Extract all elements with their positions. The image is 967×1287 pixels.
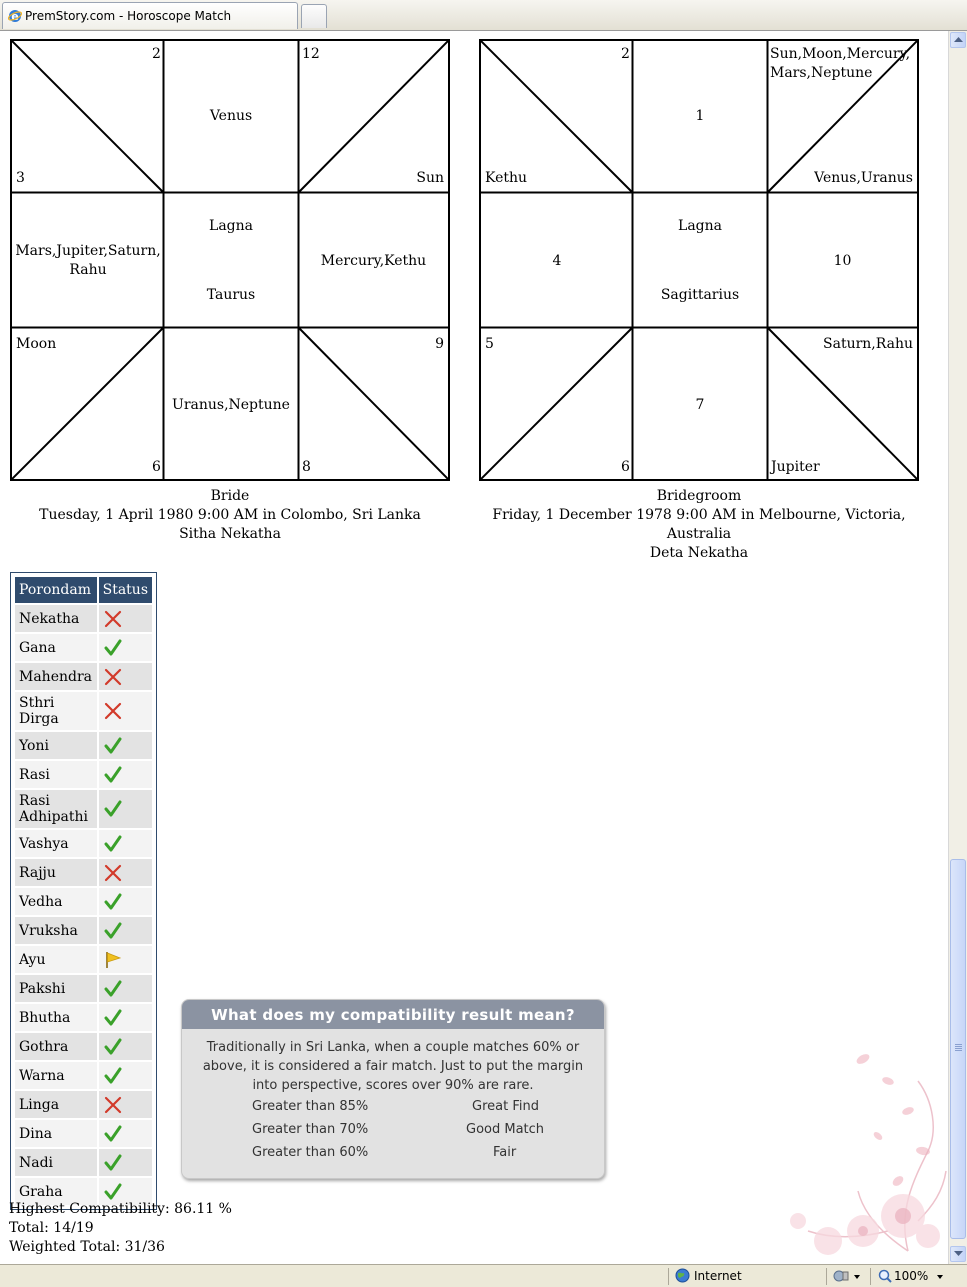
page-viewport [0, 31, 948, 1264]
house-top-right-a: 12 [302, 46, 320, 62]
porondam-status [99, 1062, 152, 1089]
total-score: Total: 14/19 [9, 1220, 94, 1236]
house-mid-right: 10 [833, 253, 852, 269]
status-column-header: Status [99, 577, 152, 603]
house-bottom-mid: Uranus,Neptune [172, 397, 290, 413]
zoom-level[interactable]: 100% [894, 1269, 929, 1283]
house-top-left-a: 2 [152, 46, 161, 62]
table-row [15, 888, 152, 915]
info-box-title: What does my compatibility result mean? [182, 1000, 604, 1029]
house-bottom-mid: 7 [695, 397, 705, 413]
internet-explorer-icon [8, 9, 22, 23]
house-top-right-b: Sun [416, 170, 444, 186]
table-row [15, 1120, 152, 1147]
range-threshold: Greater than 70% [252, 1122, 369, 1137]
table-row [15, 634, 152, 661]
check-icon [103, 1153, 123, 1173]
porondam-status [99, 1033, 152, 1060]
porondam-status [99, 917, 152, 944]
table-row [15, 946, 152, 973]
check-icon [103, 1066, 123, 1086]
zoom-dropdown-icon[interactable] [937, 1275, 943, 1279]
bride-caption [10, 487, 450, 544]
porondam-status [99, 1004, 152, 1031]
cross-icon [103, 701, 123, 721]
table-row [15, 830, 152, 857]
porondam-table [10, 572, 157, 1210]
porondam-name: Mahendra [15, 663, 97, 690]
table-row [15, 761, 152, 788]
porondam-status [99, 1149, 152, 1176]
porondam-header-row [15, 577, 152, 603]
house-top-left-b: Kethu [485, 170, 528, 186]
cross-icon [103, 667, 123, 687]
porondam-name: Yoni [15, 732, 97, 759]
house-top-mid: Venus [209, 108, 253, 124]
table-row [15, 1062, 152, 1089]
center-lagna-label: Lagna [678, 218, 722, 234]
range-threshold: Greater than 85% [252, 1099, 369, 1114]
info-box-text: Traditionally in Sri Lanka, when a couple matches 60% or above, it is considered a fair match. Just to put the margin into perspective, scores over 90% are rare. [202, 1040, 584, 1093]
porondam-name: Rasi [15, 761, 97, 788]
porondam-status [99, 975, 152, 1002]
porondam-status [99, 663, 152, 690]
check-icon [103, 921, 123, 941]
compatibility-info-box [181, 999, 605, 1179]
scroll-up-arrow-icon [954, 37, 963, 43]
porondam-name: Gothra [15, 1033, 97, 1060]
house-bottom-right-a: Saturn,Rahu [823, 336, 913, 352]
weighted-total-score: Weighted Total: 31/36 [9, 1239, 165, 1255]
table-row [15, 790, 152, 828]
house-bottom-left-b: 6 [621, 459, 630, 475]
decorative-flower-image [768, 1041, 948, 1263]
porondam-name: Warna [15, 1062, 97, 1089]
house-top-mid: 1 [695, 108, 705, 124]
protected-mode-icon[interactable] [833, 1269, 849, 1283]
porondam-status [99, 790, 152, 828]
house-bottom-right-a: 9 [435, 336, 444, 352]
porondam-status [99, 946, 152, 973]
house-bottom-right-b: Jupiter [771, 459, 820, 475]
table-row [15, 859, 152, 886]
porondam-status [99, 1091, 152, 1118]
porondam-name: Nadi [15, 1149, 97, 1176]
table-row [15, 732, 152, 759]
flag-icon [103, 950, 123, 970]
house-top-right-b: Venus,Uranus [814, 170, 913, 186]
range-label: Good Match [466, 1122, 545, 1137]
highest-compatibility: Highest Compatibility: 86.11 % [9, 1201, 232, 1217]
table-row [15, 1091, 152, 1118]
range-label: Great Find [472, 1099, 539, 1114]
scroll-down-button[interactable] [950, 1246, 966, 1262]
bridegroom-nekatha: Deta Nekatha [649, 545, 749, 561]
table-row [15, 1149, 152, 1176]
status-separator [870, 1268, 871, 1285]
house-top-left-a: 2 [621, 46, 630, 62]
house-bottom-right-b: 8 [302, 459, 311, 475]
bridegroom-caption [479, 487, 919, 563]
center-sign-label: Sagittarius [660, 287, 740, 303]
check-icon [103, 736, 123, 756]
security-zone-label: Internet [694, 1269, 742, 1283]
browser-tab-bar [0, 0, 967, 31]
scroll-up-button[interactable] [950, 32, 966, 48]
scroll-down-arrow-icon [954, 1251, 963, 1257]
porondam-name: Vruksha [15, 917, 97, 944]
browser-tab-active[interactable] [2, 2, 298, 29]
bridegroom-birth-details: Friday, 1 December 1978 9:00 AM in Melbourne, Victoria, Australia [492, 507, 906, 542]
porondam-name: Bhutha [15, 1004, 97, 1031]
center-sign-label: Taurus [206, 287, 256, 303]
check-icon [103, 834, 123, 854]
porondam-name: Linga [15, 1091, 97, 1118]
tab-title: PremStory.com - Horoscope Match [25, 9, 232, 23]
porondam-status [99, 634, 152, 661]
browser-status-bar [0, 1264, 967, 1287]
range-threshold: Greater than 60% [252, 1145, 369, 1160]
porondam-status [99, 732, 152, 759]
porondam-name: Dina [15, 1120, 97, 1147]
check-icon [103, 1124, 123, 1144]
status-separator [826, 1268, 827, 1285]
porondam-status [99, 1120, 152, 1147]
bridegroom-horoscope-chart [479, 39, 919, 481]
porondam-name: Rajju [15, 859, 97, 886]
table-row [15, 1004, 152, 1031]
scrollbar-grip [955, 1044, 962, 1052]
porondam-status [99, 605, 152, 632]
house-mid-left: 4 [552, 253, 562, 269]
table-row [15, 917, 152, 944]
table-row [15, 1033, 152, 1060]
house-bottom-left-a: Moon [16, 336, 57, 352]
porondam-name: Ayu [15, 946, 97, 973]
cross-icon [103, 609, 123, 629]
cross-icon [103, 863, 123, 883]
check-icon [103, 1037, 123, 1057]
house-top-left-b: 3 [16, 170, 25, 186]
porondam-name: Vashya [15, 830, 97, 857]
check-icon [103, 892, 123, 912]
globe-icon [675, 1268, 690, 1283]
range-label: Fair [493, 1145, 517, 1160]
house-bottom-left-b: 6 [152, 459, 161, 475]
porondam-name: Sthri Dirga [15, 692, 97, 730]
bride-nekatha: Sitha Nekatha [179, 526, 281, 542]
check-icon [103, 765, 123, 785]
bridegroom-role: Bridegroom [656, 488, 742, 504]
bride-birth-details: Tuesday, 1 April 1980 9:00 AM in Colombo, Sri Lanka [39, 507, 421, 523]
table-row [15, 975, 152, 1002]
table-row [15, 692, 152, 730]
check-icon [103, 638, 123, 658]
check-icon [103, 1182, 123, 1202]
check-icon [103, 979, 123, 999]
table-row [15, 605, 152, 632]
protected-mode-dropdown-icon[interactable] [854, 1275, 860, 1279]
porondam-column-header: Porondam [15, 577, 97, 603]
house-mid-left: Mars,Jupiter,Saturn, Rahu [15, 243, 161, 278]
center-lagna-label: Lagna [209, 218, 253, 234]
house-mid-right: Mercury,Kethu [320, 253, 427, 269]
zoom-magnifier-icon[interactable] [878, 1269, 892, 1283]
porondam-status [99, 692, 152, 730]
table-row [15, 663, 152, 690]
bride-horoscope-chart [10, 39, 450, 481]
check-icon [103, 1008, 123, 1028]
bride-role: Bride [210, 488, 250, 504]
svg-text:e: e [11, 10, 19, 23]
porondam-name: Pakshi [15, 975, 97, 1002]
porondam-status [99, 888, 152, 915]
porondam-name: Graha [15, 1178, 97, 1205]
check-icon [103, 799, 123, 819]
porondam-name: Nekatha [15, 605, 97, 632]
new-tab-button[interactable] [301, 4, 327, 28]
house-bottom-left-a: 5 [485, 336, 494, 352]
scrollbar-thumb[interactable] [950, 859, 966, 1239]
porondam-status [99, 859, 152, 886]
house-top-right-a: Sun,Moon,Mercury, Mars,Neptune [770, 46, 911, 81]
porondam-name: Gana [15, 634, 97, 661]
porondam-name: Rasi Adhipathi [15, 790, 97, 828]
vertical-scrollbar[interactable] [948, 31, 967, 1264]
porondam-status [99, 830, 152, 857]
status-separator [668, 1268, 669, 1285]
porondam-status [99, 761, 152, 788]
porondam-name: Vedha [15, 888, 97, 915]
cross-icon [103, 1095, 123, 1115]
porondam-table-body [15, 605, 152, 1205]
